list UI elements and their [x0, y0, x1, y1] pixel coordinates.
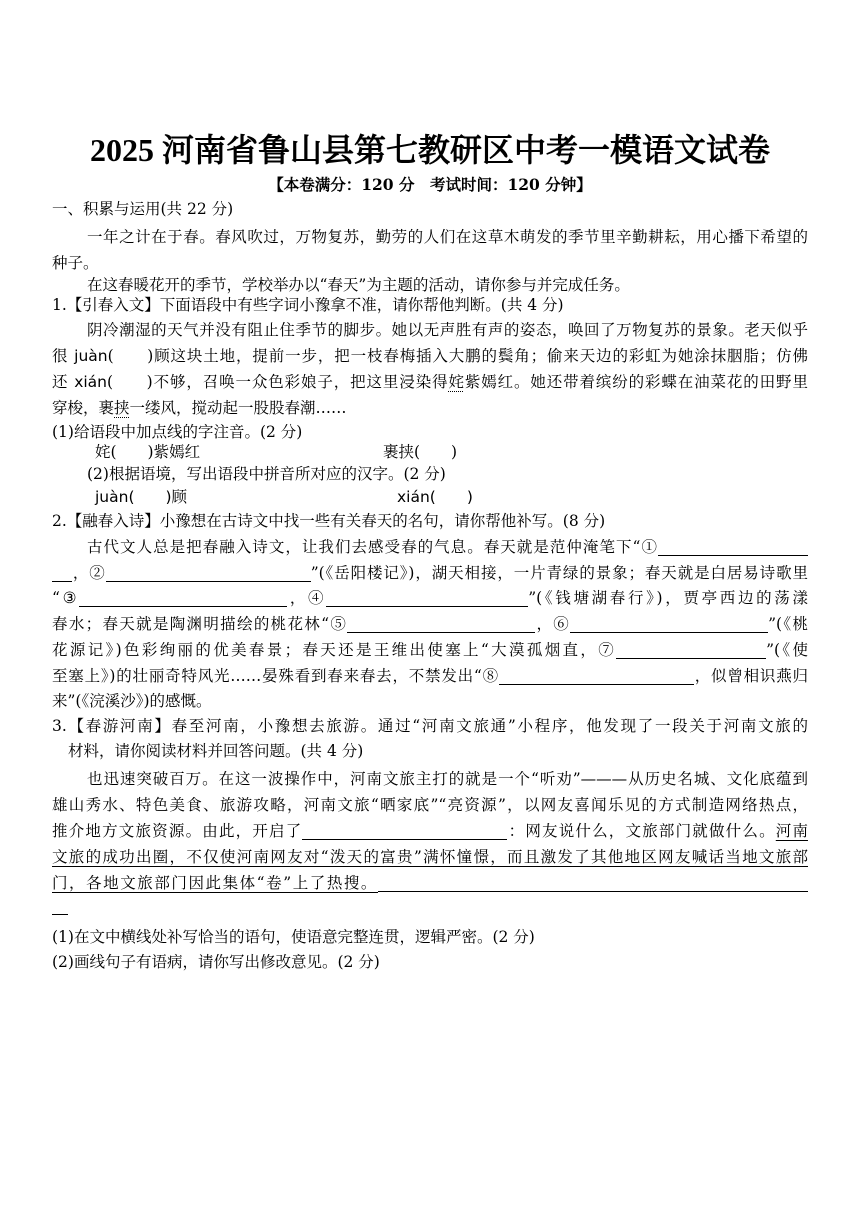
- answer-blank: [616, 648, 766, 659]
- intro-text: 种子。: [52, 254, 99, 272]
- dotted-char: 挟: [114, 399, 130, 417]
- passage-line: [52, 344, 808, 368]
- answer-blank: [52, 904, 68, 915]
- text-segment: 至塞上》)的壮丽奇特风光……晏殊看到春来春去，不禁发出“⑧: [52, 667, 499, 685]
- material-line: [52, 894, 808, 918]
- text-segment: 一缕风，搅动起一股股春潮……: [129, 399, 347, 417]
- text-segment: ，似曾相识燕归: [693, 667, 808, 685]
- material-line: [52, 845, 808, 869]
- passage-line: [52, 561, 808, 585]
- answer-blank: [302, 829, 507, 840]
- passage-line: 来”(《浣溪沙》)的感慨。: [52, 692, 212, 710]
- sub-question-prompt: (2)画线句子有语病，请你写出修改意见。(2 分): [52, 953, 380, 971]
- task-intro: 在这春暖花开的季节，学校举办以“春天”为主题的活动，请你参与并完成任务。: [87, 276, 630, 294]
- passage-line: [52, 535, 808, 559]
- text-segment: 春水；春天就是陶渊明描绘的桃花林“⑤: [52, 615, 348, 633]
- answer-blank: [347, 622, 535, 633]
- passage-line: [52, 396, 808, 420]
- underlined-sentence: 门，各地文旅部门因此集体“卷”上了热搜。: [52, 874, 378, 892]
- text-segment: 推介地方文旅资源。由此，开启了: [52, 822, 303, 840]
- sub-question-prompt: (1)给语段中加点线的字注音。(2 分): [52, 423, 303, 441]
- intro-text: 一年之计在于春。春风吹过，万物复苏，勤劳的人们在这草木萌发的季节里辛勤耕耘，用心播下希望的: [87, 228, 808, 246]
- text-segment: 不够，召唤一众色彩娘子，把这里浸染得: [152, 373, 449, 391]
- text-segment: ”(《使: [766, 641, 808, 659]
- answer-blank: [658, 545, 808, 556]
- passage-line: [52, 664, 808, 688]
- text-segment: 紫嫣红。她还带着缤纷的彩蝶在油菜花的田野里: [464, 373, 808, 391]
- material-line: [52, 871, 808, 895]
- text-segment: ：网友说什么，文旅部门就做什么。: [507, 822, 776, 840]
- text-segment: 还: [52, 373, 75, 391]
- material-line: [52, 819, 808, 843]
- text-segment: ”(《岳阳楼记》)，湖天相接，一片青绿的景象；春天就是白居易诗歌里: [310, 564, 808, 582]
- pinyin-text: xián: [74, 373, 107, 391]
- exam-title: 2025 河南省鲁山县第七教研区中考一模语文试卷: [89, 132, 770, 168]
- underlined-sentence: 河南: [775, 822, 808, 840]
- exam-info: 【本卷满分：120 分 考试时间：120 分钟】: [268, 175, 592, 194]
- passage-line: [52, 612, 808, 636]
- text-segment: 花源记》)色彩绚丽的优美春景；春天还是王维出使塞上“大漠孤烟直，⑦: [52, 641, 617, 659]
- answer-item: 裹挟( ): [383, 443, 458, 461]
- answer-item: juàn( )顾: [95, 488, 188, 506]
- answer-blank: [326, 596, 528, 607]
- question-heading: 3.【春游河南】春至河南，小豫想去旅游。通过“河南文旅通”小程序，他发现了一段关于河南文旅的: [52, 717, 808, 735]
- answer-blank: [378, 881, 808, 892]
- text-segment: ，②: [72, 564, 106, 582]
- passage-line: 阴冷潮湿的天气并没有阻止住季节的脚步。她以无声胜有声的姿态，唤回了万物复苏的景象。老天似乎: [87, 321, 808, 339]
- text-segment: “③: [52, 589, 80, 607]
- text-segment: 很: [52, 347, 75, 365]
- material-line: 也迅速突破百万。在这一波操作中，河南文旅主打的就是一个“听劝”———从历史名城、文化底蕴到: [87, 770, 808, 788]
- text-segment: 穿梭，裹: [52, 399, 115, 417]
- answer-item: xián( ): [397, 488, 473, 506]
- text-segment: ，⑥: [535, 615, 571, 633]
- passage-line: [52, 638, 808, 662]
- dotted-char: 姹: [448, 373, 465, 391]
- question-heading: 1.【引春入文】下面语段中有些字词小豫拿不准，请你帮他判断。(共 4 分): [52, 296, 564, 314]
- text-segment: 顾这块土地，提前一步，把一枝春梅插入大鹏的鬓角；偷来天边的彩虹为她涂抹胭脂；仿佛: [153, 347, 808, 365]
- answer-blank: [499, 674, 694, 685]
- answer-blank: [52, 571, 72, 582]
- answer-parentheses: ( ): [107, 347, 154, 365]
- passage-line: [52, 586, 808, 610]
- sub-question-prompt: (1)在文中横线处补写恰当的语句，使语意完整连贯，逻辑严密。(2 分): [52, 928, 535, 946]
- text-segment: ，④: [287, 589, 327, 607]
- material-line: 雄山秀水、特色美食、旅游攻略，河南文旅“晒家底”“亮资源”，以网友喜闻乐见的方式制造网络热点，: [52, 796, 808, 814]
- question-heading: 材料，请你阅读材料并回答问题。(共 4 分): [68, 742, 364, 760]
- answer-blank: [570, 622, 768, 633]
- passage-line: [52, 370, 808, 394]
- sub-question-prompt: (2)根据语境，写出语段中拼音所对应的汉字。(2 分): [87, 465, 446, 483]
- answer-blank: [106, 571, 311, 582]
- text-segment: 古代文人总是把春融入诗文，让我们去感受春的气息。春天就是范仲淹笔下“①: [87, 538, 658, 556]
- text-segment: ”(《钱塘湖春行》)，贾亭西边的荡漾: [528, 589, 808, 607]
- question-heading: 2.【融春入诗】小豫想在古诗文中找一些有关春天的名句，请你帮他补写。(8 分): [52, 512, 606, 530]
- answer-parentheses: ( ): [107, 373, 153, 391]
- pinyin-text: juàn: [74, 347, 108, 365]
- section-heading: 一、积累与运用(共 22 分): [52, 200, 234, 218]
- answer-item: 姹( )紫嫣红: [95, 443, 201, 461]
- text-segment: ”(《桃: [768, 615, 808, 633]
- answer-blank: [79, 596, 287, 607]
- underlined-sentence: 文旅的成功出圈，不仅使河南网友对“泼天的富贵”满怀憧憬，而且激发了其他地区网友喊话当地文旅部: [52, 848, 808, 866]
